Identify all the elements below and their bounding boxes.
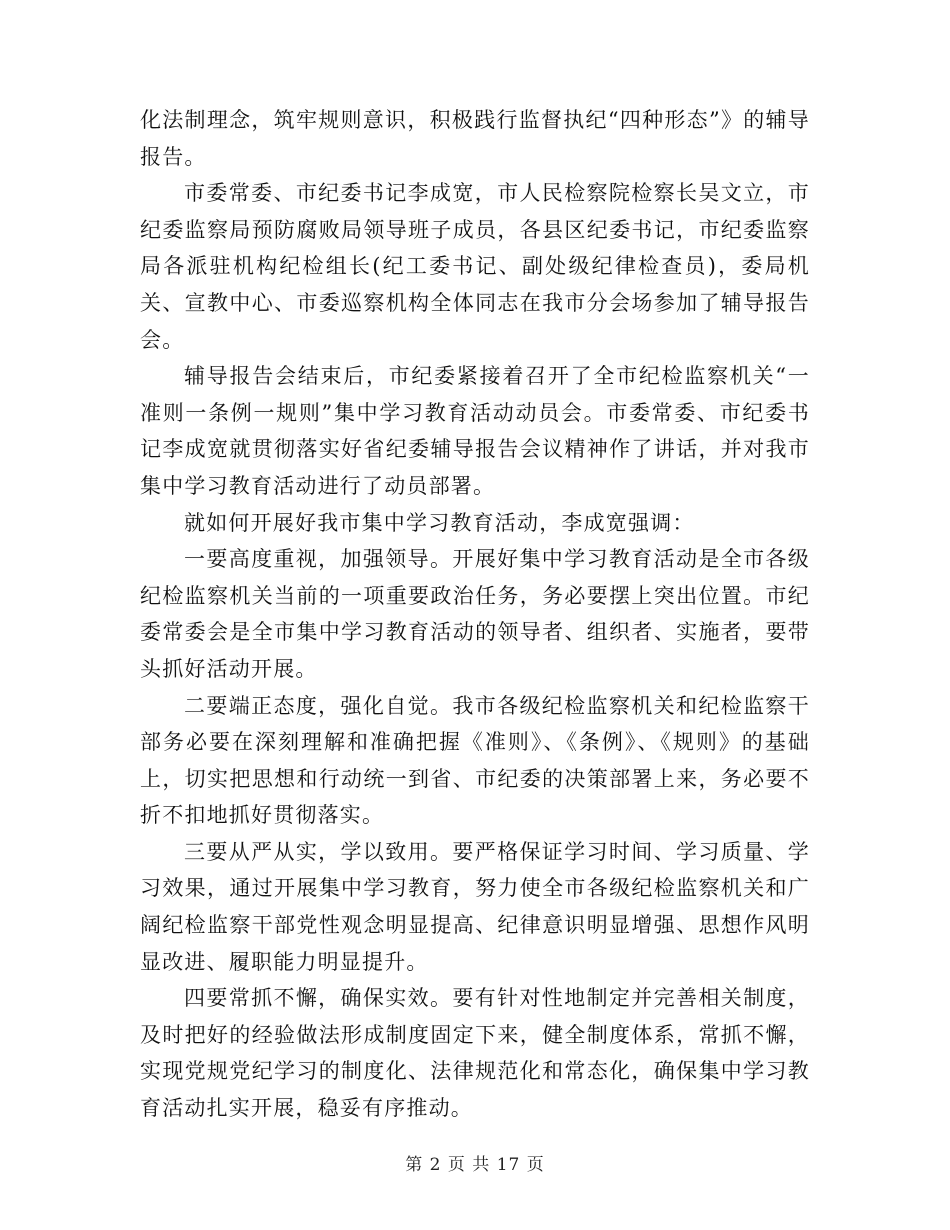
paragraph-point-four: 四要常抓不懈，确保实效。要有针对性地制定并完善相关制度，及时把好的经验做法形成制度固定下来，健全制度体系，常抓不懈，实现党规党纪学习的制度化、法律规范化和常态化，确保集中学习教育活动扎实开展，稳妥有序推动。 bbox=[140, 986, 810, 1121]
paragraph-emphasis-intro: 就如何开展好我市集中学习教育活动，李成宽强调： bbox=[184, 510, 695, 535]
paragraph-continuation: 化法制理念，筑牢规则意识，积极践行监督执纪“四种形态”》的辅导报告。 bbox=[140, 108, 810, 169]
paragraph-mobilization-meeting: 辅导报告会结束后，市纪委紧接着召开了全市纪检监察机关“一准则一条例一规则”集中学习教育活动动员会。市委常委、市纪委书记李成宽就贯彻落实好省纪委辅导报告会议精神作了讲话，并对我市集中学习教育活动进行了动员部署。 bbox=[140, 364, 810, 498]
paragraph-point-three: 三要从严从实，学以致用。要严格保证学习时间、学习质量、学习效果，通过开展集中学习教育，努力使全市各级纪检监察机关和广阔纪检监察干部党性观念明显提高、纪律意识明显增强、思想作风明显改进、履职能力明显提升。 bbox=[140, 839, 810, 974]
page-number-footer: 第 2 页 共 17 页 bbox=[405, 1155, 545, 1175]
paragraph-attendees: 市委常委、市纪委书记李成宽，市人民检察院检察长吴文立，市纪委监察局预防腐败局领导班子成员，各县区纪委书记，市纪委监察局各派驻机构纪检组长(纪工委书记、副处级纪律检查员)，委局机关、宣教中心、市委巡察机构全体同志在我市分会场参加了辅导报告会。 bbox=[140, 181, 810, 352]
paragraph-point-one: 一要高度重视，加强领导。开展好集中学习教育活动是全市各级纪检监察机关当前的一项重要政治任务，务必要摆上突出位置。市纪委常委会是全市集中学习教育活动的领导者、组织者、实施者，要带头抓好活动开展。 bbox=[140, 547, 810, 681]
paragraph-point-two: 二要端正态度，强化自觉。我市各级纪检监察机关和纪检监察干部务必要在深刻理解和准确把握《准则》、《条例》、《规则》的基础上，切实把思想和行动统一到省、市纪委的决策部署上来，务必要不折不扣地抓好贯彻落实。 bbox=[140, 693, 810, 828]
document-body bbox=[140, 102, 810, 1127]
